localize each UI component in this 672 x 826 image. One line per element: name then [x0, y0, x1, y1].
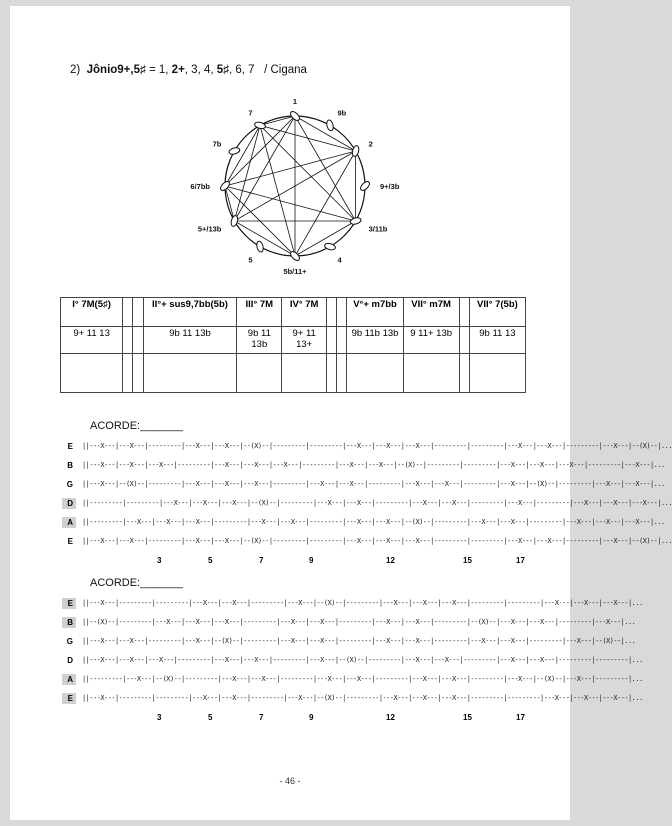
tab-string-row [62, 690, 643, 709]
fret-number: 9 [309, 556, 314, 565]
circle-label: 7 [248, 108, 253, 118]
formula-degree-5: 5♯ [216, 64, 229, 76]
header-cell [327, 298, 337, 327]
header-cell: VII° 7(5b) [469, 298, 525, 327]
header-cell: III° 7M [237, 298, 282, 327]
string-tab-line: ||---X---|---X---|---------|---X---|---X---|--(X)--|---------|---------|---X---|---X---|---X---|---------|---------|---X---|---X---|---------|---X---|--(X)--|... [82, 442, 672, 450]
header-cell [133, 298, 143, 327]
circle-node [350, 217, 362, 226]
interval-circle-diagram [190, 97, 400, 279]
circle-label: 3/11b [368, 224, 388, 234]
circle-label: 5+/13b [197, 224, 222, 234]
header-cell: II°+ sus9,7bb(5b) [143, 298, 237, 327]
mode-name: Jônio9+,5♯ [86, 64, 146, 76]
header-cell: IV° 7M [282, 298, 327, 327]
header-cell [337, 298, 347, 327]
string-note: G [66, 480, 73, 489]
circle-label: 4 [337, 255, 342, 265]
string-tab-line: ||---X---|---X---|---------|---X---|--(X)--|---------|---X---|---X---|---------|---X---|---X---|---------|---X---|---X---|---------|---X---|--(X)--|... [82, 637, 636, 645]
circle-label: 9b [337, 108, 347, 118]
fret-number: 15 [463, 556, 472, 565]
formula-end: , 6, 7 [228, 64, 255, 76]
tab-string-row [62, 533, 672, 552]
tension-cell [327, 327, 337, 354]
circle-node [228, 147, 240, 156]
circle-label: 6/7bb [190, 182, 210, 191]
empty-cell [143, 354, 237, 393]
empty-cell [347, 354, 403, 393]
string-tab-line: ||---X---|---X---|---------|---X---|---X---|--(X)--|---------|---------|---X---|---X---|---X---|---------|---------|---X---|---X---|---------|---X---|--(X)--|... [82, 537, 672, 545]
header-cell [123, 298, 133, 327]
string-note: E [67, 442, 73, 451]
item-number: 2) [70, 64, 81, 76]
fret-number: 3 [157, 556, 162, 565]
header-cell [459, 298, 469, 327]
header-cell: V°+ m7bb [347, 298, 403, 327]
tension-cell [337, 327, 347, 354]
string-note: D [62, 498, 76, 509]
empty-cell [337, 354, 347, 393]
string-note: D [67, 656, 73, 665]
fret-number: 12 [386, 713, 395, 722]
chord-line [234, 116, 295, 221]
fret-number: 3 [157, 713, 162, 722]
fret-numbers [62, 709, 542, 723]
acorde-label-2: ACORDE:_______ [90, 577, 183, 589]
circle-node [289, 250, 301, 262]
fret-number: 12 [386, 556, 395, 565]
string-tab-line: ||---------|---X---|---X---|---X---|---------|---X---|---X---|---------|---X---|---X---|--(X)--|---------|---X---|---X---|---------|---X---|---X---|---X---|... [82, 518, 665, 526]
string-note: G [66, 637, 73, 646]
empty-cell [459, 354, 469, 393]
circle-label: 2 [368, 139, 373, 149]
fret-numbers [62, 552, 542, 566]
formula-degree-2: 2+ [171, 64, 185, 76]
fret-number: 15 [463, 713, 472, 722]
tension-cell [459, 327, 469, 354]
tab-string-row [62, 514, 665, 533]
formula-mid: , 3, 4, [184, 64, 214, 76]
tension-cell: 9b 11 13 [469, 327, 525, 354]
modes-table [60, 297, 526, 393]
string-note: A [62, 517, 76, 528]
string-note: A [62, 674, 76, 685]
circle-label: 5b/11+ [283, 267, 307, 276]
header-cell: I° 7M(5♯) [61, 298, 123, 327]
string-tab-line: ||---X---|---------|---------|---X---|---X---|---------|---X---|--(X)--|---------|---X---|---X---|---X---|---------|---------|---X---|---X---|---X---|... [82, 599, 643, 607]
fret-number: 7 [259, 556, 264, 565]
table-empty-row [61, 354, 526, 393]
string-tab-line: ||---------|---------|---X---|---X---|---X---|--(X)--|---------|---X---|---X---|---------|---X---|---X---|---------|---X---|---------|---X---|---X---|---X---|... [82, 499, 672, 507]
circle-label: 7b [212, 139, 222, 149]
page-number: - 46 - [279, 776, 301, 786]
empty-cell [327, 354, 337, 393]
empty-cell [469, 354, 525, 393]
chord-line [260, 125, 295, 256]
string-note: E [67, 537, 73, 546]
tension-cell [123, 327, 133, 354]
string-note: E [62, 598, 76, 609]
tab-string-row [62, 495, 672, 514]
tab-string-row [62, 476, 665, 495]
tab-string-row [62, 652, 643, 671]
tab-string-row [62, 671, 643, 690]
acorde-label-1: ACORDE:_______ [90, 420, 183, 432]
tab-string-row [62, 457, 665, 476]
chord-line [295, 116, 356, 151]
fret-number: 5 [208, 713, 213, 722]
chord-line [260, 125, 356, 151]
header-cell: VII° m7M [403, 298, 459, 327]
table-header-row [61, 298, 526, 327]
empty-cell [282, 354, 327, 393]
page [10, 6, 672, 820]
fret-number: 17 [516, 713, 525, 722]
tab-string-row [62, 633, 636, 652]
tablature-2 [62, 595, 643, 723]
chord-line [295, 151, 356, 256]
circle-node [326, 119, 335, 131]
tension-cell: 9+ 11 13+ [282, 327, 327, 354]
tension-cell: 9b 11 13b [143, 327, 237, 354]
empty-cell [237, 354, 282, 393]
tension-cell: 9b 11 13b [237, 327, 282, 354]
tension-cell [133, 327, 143, 354]
empty-cell [403, 354, 459, 393]
circle-node [256, 241, 265, 253]
tension-cell: 9b 11b 13b [347, 327, 403, 354]
string-tab-line: ||--(X)--|---------|---X---|---X---|---X---|---------|---X---|---X---|---------|---X---|---X---|---------|--(X)--|---X---|---X---|---------|---X---|... [82, 618, 636, 626]
fret-number: 7 [259, 713, 264, 722]
tension-cell: 9 11+ 13b [403, 327, 459, 354]
fret-number: 5 [208, 556, 213, 565]
string-tab-line: ||---X---|---X---|---X---|---------|---X---|---X---|---------|---X---|--(X)--|---------|---X---|---X---|---------|---X---|---X---|---------|---------|... [82, 656, 643, 664]
string-tab-line: ||---X---|---------|---------|---X---|---X---|---------|---X---|--(X)--|---------|---X---|---X---|---X---|---------|---------|---X---|---X---|---X---|... [82, 694, 643, 702]
string-note: B [62, 617, 76, 628]
string-note: B [67, 461, 73, 470]
string-tab-line: ||---------|---X---|--(X)--|---------|---X---|---X---|---------|---X---|---X---|---------|---X---|---X---|---------|---X---|--(X)--|---X---|---------|... [82, 675, 643, 683]
string-tab-line: ||---X---|--(X)--|---------|---X---|---X---|---X---|---------|---X---|---X---|---------|---X---|---X---|---------|---X---|--(X)--|---------|---X---|---X---|... [82, 480, 665, 488]
circle-label: 5 [248, 255, 253, 265]
circle-label: 9+/3b [380, 182, 400, 191]
tension-cell: 9+ 11 13 [61, 327, 123, 354]
tab-string-row [62, 614, 636, 633]
table-tensions-row [61, 327, 526, 354]
scale-family: / Cigana [264, 64, 307, 76]
circle-label: 1 [292, 97, 298, 106]
empty-cell [133, 354, 143, 393]
string-tab-line: ||---X---|---X---|---X---|---------|---X---|---X---|---X---|---------|---X---|---X---|--(X)--|---------|---------|---X---|---X---|---X---|---------|---X---|... [82, 461, 665, 469]
formula-start: = 1, [148, 64, 169, 76]
tab-string-row [62, 595, 643, 614]
fret-number: 9 [309, 713, 314, 722]
empty-cell [123, 354, 133, 393]
empty-cell [61, 354, 123, 393]
tablature-1 [62, 438, 672, 566]
chord-line [295, 221, 356, 256]
tab-string-row [62, 438, 672, 457]
fret-number: 17 [516, 556, 525, 565]
string-note: E [62, 693, 76, 704]
circle-node [359, 180, 371, 192]
mode-heading [70, 64, 307, 76]
